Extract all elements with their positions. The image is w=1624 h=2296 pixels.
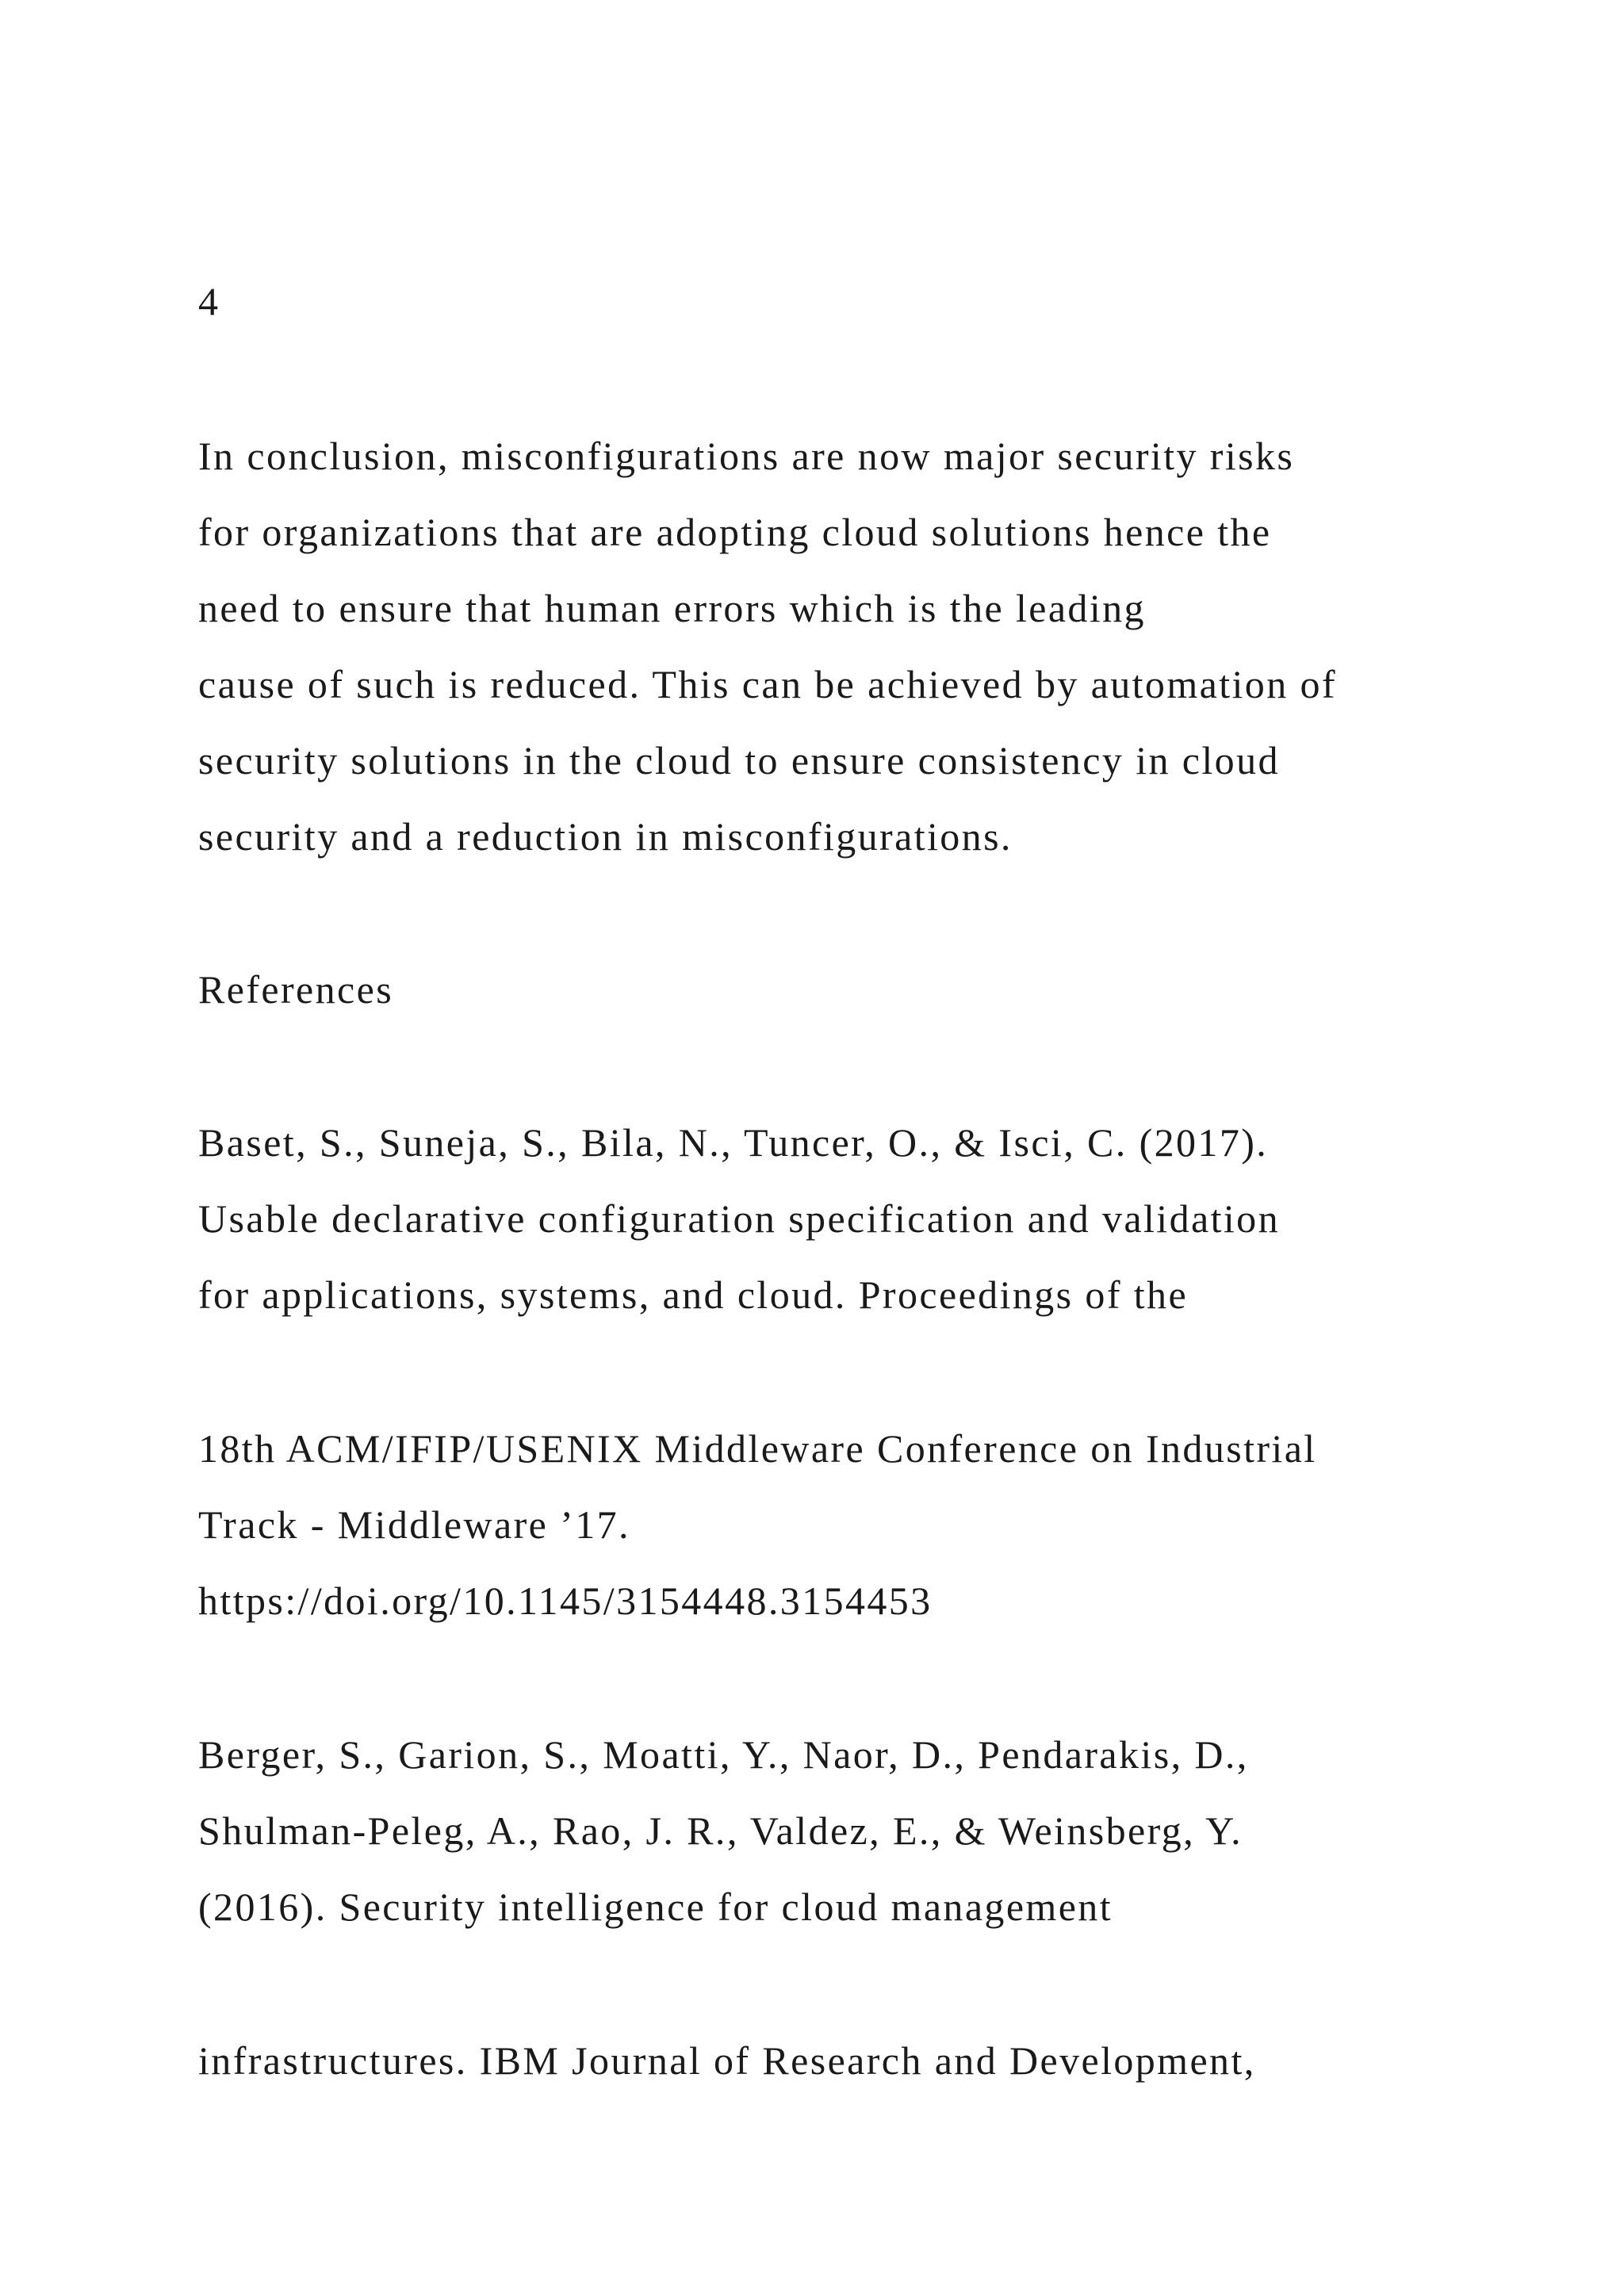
- reference-line: Usable declarative configuration specification and validation: [198, 1196, 1280, 1241]
- references-heading: References: [198, 967, 394, 1012]
- reference-line: (2016). Security intelligence for cloud management: [198, 1885, 1113, 1929]
- reference-line: 18th ACM/IFIP/USENIX Middleware Conference on Industrial: [198, 1426, 1317, 1471]
- conclusion-line: In conclusion, misconfigurations are now major security risks: [198, 434, 1295, 478]
- reference-line: for applications, systems, and cloud. Proceedings of the: [198, 1272, 1189, 1317]
- reference-line: Track - Middleware ’17.: [198, 1502, 630, 1547]
- reference-line: Baset, S., Suneja, S., Bila, N., Tuncer, O., & Isci, C. (2017).: [198, 1120, 1269, 1165]
- page-number: 4: [198, 279, 218, 323]
- conclusion-line: need to ensure that human errors which is the leading: [198, 586, 1146, 630]
- reference-line: Berger, S., Garion, S., Moatti, Y., Naor, D., Pendarakis, D.,: [198, 1732, 1249, 1777]
- conclusion-line: cause of such is reduced. This can be achieved by automation of: [198, 662, 1337, 706]
- conclusion-line: security and a reduction in misconfigurations.: [198, 814, 1013, 859]
- reference-line: infrastructures. IBM Journal of Research and Development,: [198, 2038, 1256, 2083]
- conclusion-line: security solutions in the cloud to ensure consistency in cloud: [198, 738, 1280, 783]
- reference-doi-link: https://doi.org/10.1145/3154448.3154453: [198, 1578, 933, 1623]
- reference-line: Shulman-Peleg, A., Rao, J. R., Valdez, E., & Weinsberg, Y.: [198, 1808, 1243, 1853]
- conclusion-line: for organizations that are adopting cloud solutions hence the: [198, 510, 1272, 554]
